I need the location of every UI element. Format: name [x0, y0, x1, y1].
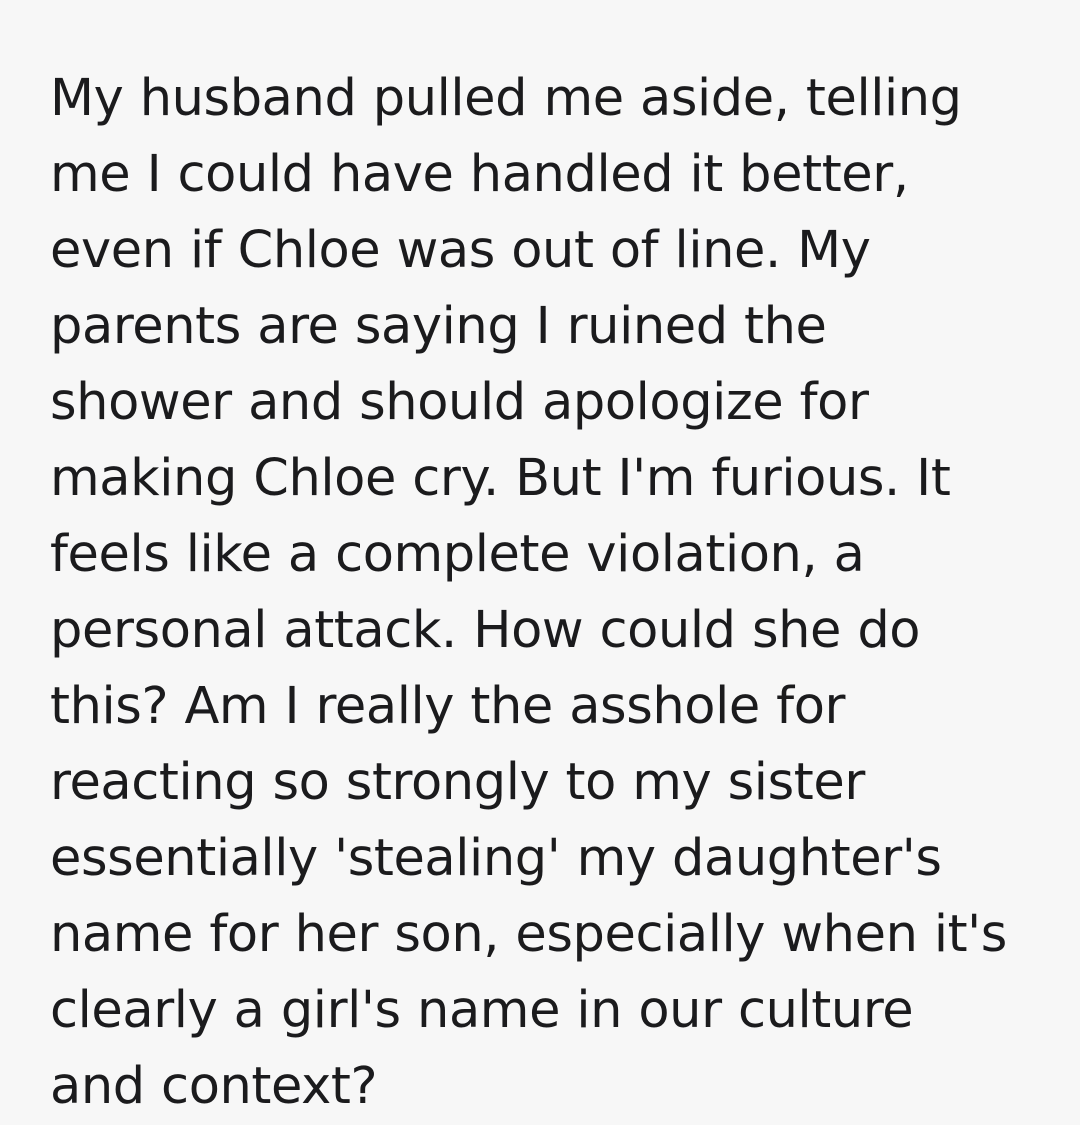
story-paragraph: My husband pulled me aside, telling me I could have handled it better, even if Chloe was out of line. My parents are saying I ruined the shower and should apologize for making Chloe cry. But I'm furious. It feels like a complete violation, a personal attack. How could she do this? Am I really the asshole for reacting so strongly to my sister essentially 'stealing' my daughter's name for her son, especially when it's clearly a girl's name in our culture and context?	[50, 69, 1007, 1116]
